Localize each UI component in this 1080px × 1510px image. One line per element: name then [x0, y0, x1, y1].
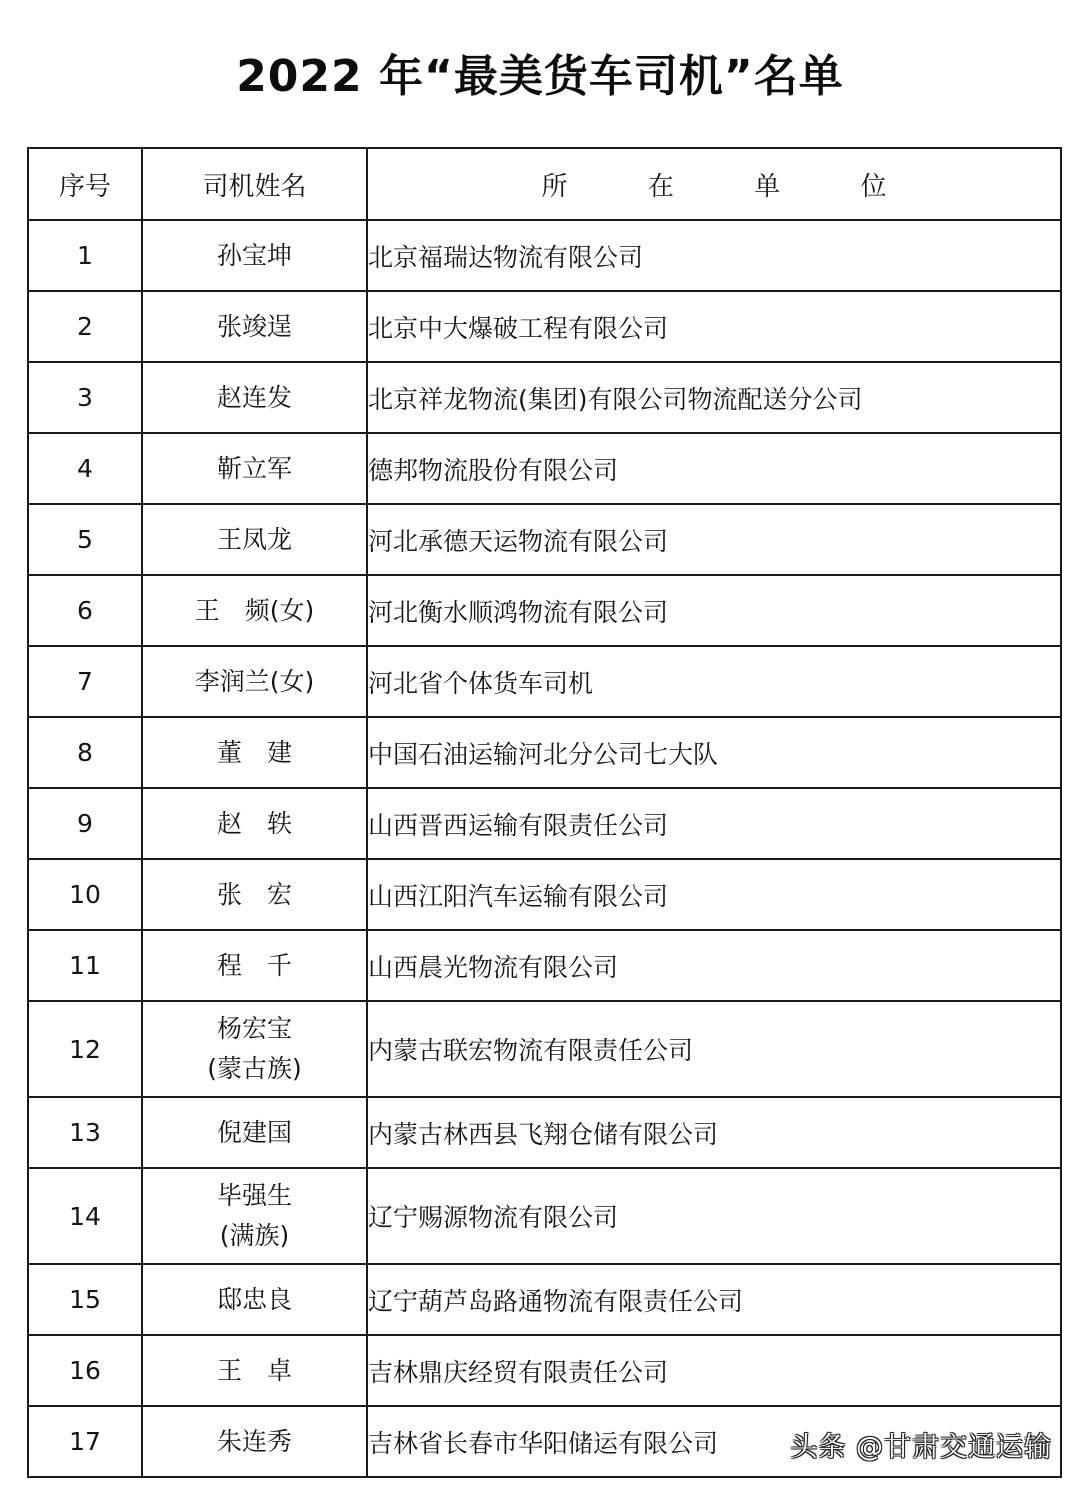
serial-number-cell: 9: [28, 788, 142, 859]
driver-name: 邸忠良: [216, 1284, 292, 1314]
driver-name: 毕强生: [216, 1181, 292, 1210]
driver-name: 靳立军: [216, 453, 292, 483]
table-row: [28, 504, 1061, 575]
header-driver-name: 司机姓名: [142, 148, 367, 220]
watermark: 头条 @甘肃交通运输: [790, 1432, 1052, 1463]
driver-name-cell: [142, 575, 367, 646]
driver-name: 李润兰(女): [194, 666, 315, 696]
driver-name-cell: [142, 1097, 367, 1168]
driver-name: 张 宏: [216, 879, 292, 909]
driver-name: 程 千: [216, 950, 292, 980]
driver-name-cell: [142, 220, 367, 291]
table-body: [28, 220, 1061, 1477]
table-row: [28, 930, 1061, 1001]
table-row: [28, 433, 1061, 504]
table-row: [28, 1097, 1061, 1168]
serial-number-cell: 11: [28, 930, 142, 1001]
work-unit-cell: 内蒙古林西县飞翔仓储有限公司: [367, 1097, 1061, 1168]
table-row: [28, 1264, 1061, 1335]
serial-number-cell: 5: [28, 504, 142, 575]
table-row: [28, 788, 1061, 859]
driver-name-cell: [142, 859, 367, 930]
driver-ethnicity-note: (蒙古族): [207, 1054, 302, 1083]
driver-name: 王凤龙: [216, 524, 292, 554]
work-unit-cell: 内蒙古联宏物流有限责任公司: [367, 1001, 1061, 1097]
table-row: [28, 1335, 1061, 1406]
table-row: [28, 575, 1061, 646]
driver-name: 倪建国: [216, 1117, 292, 1147]
header-work-unit-label: 所在单位: [541, 171, 887, 202]
serial-number-cell: 13: [28, 1097, 142, 1168]
work-unit-cell: 德邦物流股份有限公司: [367, 433, 1061, 504]
work-unit-cell: 河北承德天运物流有限公司: [367, 504, 1061, 575]
work-unit-cell: 北京福瑞达物流有限公司: [367, 220, 1061, 291]
table-row: [28, 859, 1061, 930]
header-work-unit: [367, 148, 1061, 220]
table-row: [28, 717, 1061, 788]
serial-number-cell: 2: [28, 291, 142, 362]
table-row: [28, 646, 1061, 717]
driver-name: 王 卓: [216, 1355, 292, 1385]
work-unit-cell: 吉林省长春市华阳储运有限公司: [367, 1406, 1061, 1477]
work-unit-cell: 河北衡水顺鸿物流有限公司: [367, 575, 1061, 646]
serial-number-cell: 3: [28, 362, 142, 433]
driver-name-cell: [142, 1001, 367, 1097]
driver-name-cell: [142, 788, 367, 859]
driver-name-cell: [142, 717, 367, 788]
driver-name-cell: [142, 433, 367, 504]
serial-number-cell: 12: [28, 1001, 142, 1097]
table-row: [28, 362, 1061, 433]
serial-number-cell: 14: [28, 1168, 142, 1264]
driver-name-cell: [142, 1406, 367, 1477]
serial-number-cell: 16: [28, 1335, 142, 1406]
work-unit-cell: 中国石油运输河北分公司七大队: [367, 717, 1061, 788]
driver-ethnicity-note: (满族): [219, 1221, 290, 1250]
header-serial-number: 序号: [28, 148, 142, 220]
driver-name-cell: [142, 1335, 367, 1406]
driver-name: 孙宝坤: [216, 240, 292, 270]
table-header-row: [28, 148, 1061, 220]
work-unit-cell: 北京祥龙物流(集团)有限公司物流配送分公司: [367, 362, 1061, 433]
work-unit-cell: 辽宁赐源物流有限公司: [367, 1168, 1061, 1264]
table-row: [28, 291, 1061, 362]
driver-name-cell: [142, 504, 367, 575]
driver-name: 杨宏宝: [216, 1014, 292, 1043]
work-unit-cell: 河北省个体货车司机: [367, 646, 1061, 717]
driver-name: 王 频(女): [194, 595, 315, 625]
serial-number-cell: 10: [28, 859, 142, 930]
document-title: 2022 年“最美货车司机”名单: [236, 51, 844, 102]
work-unit-cell: 山西晋西运输有限责任公司: [367, 788, 1061, 859]
driver-name-cell: [142, 1168, 367, 1264]
driver-name-cell: [142, 646, 367, 717]
serial-number-cell: 1: [28, 220, 142, 291]
table-row: [28, 1168, 1061, 1264]
driver-name-cell: [142, 930, 367, 1001]
serial-number-cell: 4: [28, 433, 142, 504]
driver-name-cell: [142, 1264, 367, 1335]
driver-name-cell: [142, 362, 367, 433]
driver-name-cell: [142, 291, 367, 362]
work-unit-cell: 山西晨光物流有限公司: [367, 930, 1061, 1001]
table-row: [28, 1001, 1061, 1097]
serial-number-cell: 7: [28, 646, 142, 717]
driver-name: 朱连秀: [216, 1426, 292, 1456]
driver-name: 赵连发: [216, 382, 292, 412]
work-unit-cell: 吉林鼎庆经贸有限责任公司: [367, 1335, 1061, 1406]
work-unit-cell: 山西江阳汽车运输有限公司: [367, 859, 1061, 930]
serial-number-cell: 6: [28, 575, 142, 646]
serial-number-cell: 8: [28, 717, 142, 788]
serial-number-cell: 15: [28, 1264, 142, 1335]
driver-name: 张竣逞: [216, 311, 292, 341]
driver-roster-table: [27, 147, 1062, 1478]
work-unit-cell: 北京中大爆破工程有限公司: [367, 291, 1061, 362]
table-row: [28, 220, 1061, 291]
driver-name: 赵 轶: [216, 808, 292, 838]
driver-name: 董 建: [216, 737, 292, 767]
serial-number-cell: 17: [28, 1406, 142, 1477]
work-unit-cell: 辽宁葫芦岛路通物流有限责任公司: [367, 1264, 1061, 1335]
